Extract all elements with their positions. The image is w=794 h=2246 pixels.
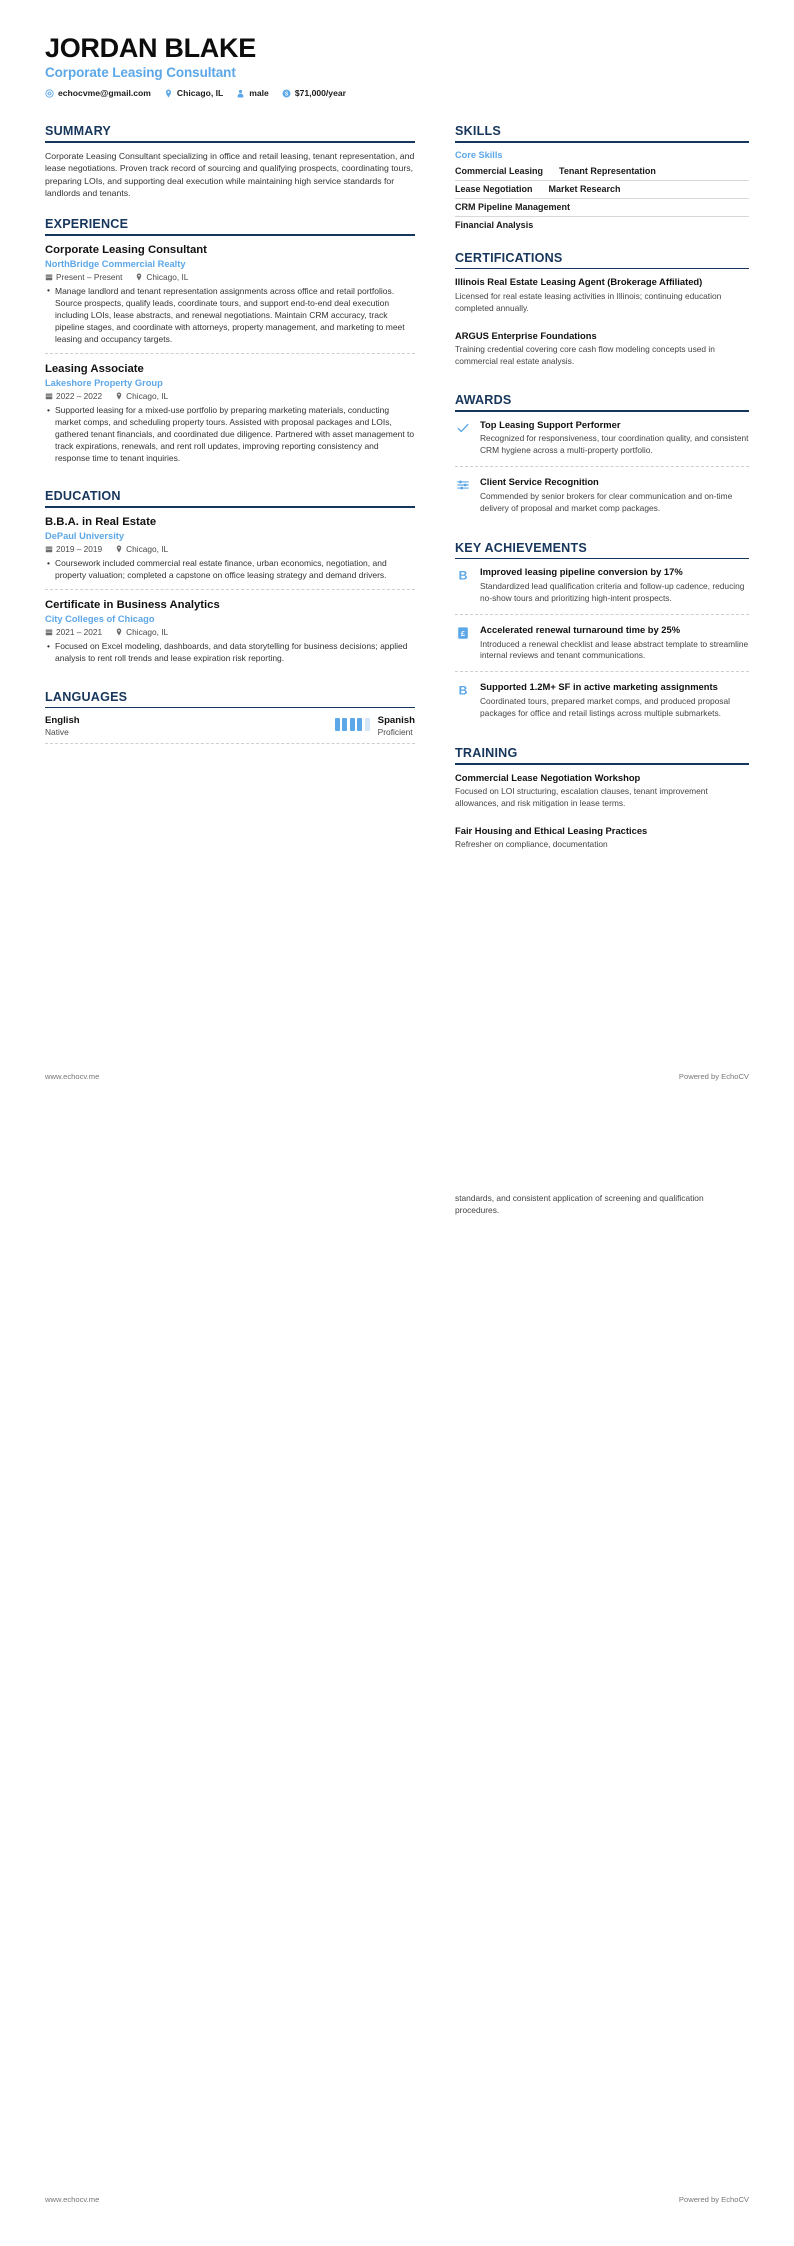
skill-chip: Commercial Leasing (455, 166, 544, 177)
award-title: Top Leasing Support Performer (480, 418, 621, 430)
training-continuation-text: standards, and consistent application of screening and qualification procedures. (455, 1193, 704, 1215)
education-location-text: Chicago, IL (126, 627, 169, 638)
location-pin-icon (164, 89, 173, 98)
education-bullets (45, 557, 415, 581)
experience-dates-text: Present – Present (56, 271, 123, 282)
summary-divider (45, 141, 415, 143)
award-title: Client Service Recognition (480, 476, 599, 488)
training-desc: Focused on LOI structuring, escalation clauses, tenant improvement allowances, and risk mitigation in lease terms. (455, 786, 708, 808)
experience-location (115, 391, 168, 401)
svg-text:S: S (284, 91, 289, 98)
contact-email-text: echocvme@gmail.com (58, 88, 151, 99)
achievement-item (455, 566, 749, 614)
achievement-body (480, 681, 749, 720)
contact-email[interactable] (45, 88, 151, 98)
location-pin-icon (115, 628, 123, 636)
contact-salary-text: $71,000/year (294, 88, 346, 99)
achievement-desc: Introduced a renewal checklist and lease abstract template to streamline internal reviews and tenant communications. (480, 638, 749, 661)
achievement-title: Improved leasing pipeline conversion by 17% (480, 566, 683, 578)
education-location (115, 544, 168, 554)
education-divider (45, 506, 415, 508)
education-dates (45, 627, 102, 637)
education-title: B.B.A. in Real Estate (45, 516, 157, 529)
experience-divider (45, 234, 415, 236)
salary-icon (282, 89, 291, 98)
proficiency-bar (357, 718, 362, 731)
experience-dates-text: 2022 – 2022 (56, 391, 103, 402)
location-pin-icon (115, 392, 123, 400)
footer-powered-by: Powered by EchoCV (678, 2195, 749, 2204)
calendar-icon (45, 628, 53, 636)
section-certifications (455, 251, 749, 376)
section-summary (45, 124, 415, 200)
bitcoin-icon (455, 682, 471, 698)
proficiency-bar (342, 718, 347, 731)
contact-gender (236, 88, 269, 98)
check-icon (455, 420, 471, 436)
education-bullets (45, 640, 415, 664)
experience-bullets (45, 285, 415, 345)
calendar-icon (45, 392, 53, 400)
svg-text:£: £ (460, 628, 466, 638)
experience-bullet: • Supported leasing for a mixed-use portfolio by preparing marketing materials, conducting market comps, and scheduling property tours. Assisted with proposal packages and LOIs, gathered tenant financials, and coordinated due diligence. Partnered with asset management to track expirations, renewals, and rent roll updates, improving reporting consistency and response time to tenant inquiries. (45, 404, 415, 464)
page-footer (45, 2195, 749, 2204)
achievement-title: Supported 1.2M+ SF in active marketing assignments (480, 681, 718, 693)
education-dates-text: 2021 – 2021 (56, 627, 103, 638)
skills-row (455, 199, 749, 217)
certification-desc: Training credential covering core cash flow modeling concepts used in commercial real estate analysis. (455, 344, 715, 367)
award-body (480, 476, 749, 515)
experience-org: Lakeshore Property Group (45, 378, 163, 389)
training-heading: TRAINING (455, 745, 518, 760)
skills-row (455, 181, 749, 199)
footer-powered-by: Powered by EchoCV (678, 1072, 749, 1081)
training-divider (455, 763, 749, 765)
resume-sheet-2 (0, 1123, 794, 2246)
skill-chip: Market Research (548, 184, 621, 195)
languages-heading: LANGUAGES (45, 689, 128, 704)
resume-header (45, 34, 749, 98)
achievement-body (480, 566, 749, 605)
experience-bullet: • Manage landlord and tenant representation assignments across office and retail portfolios. Source prospects, qualify leads, coordinate tours, and support end-to-end deal execution including LOIs, lease abstracts, and renewal negotiations. Maintain CRM accuracy, track pipeline stages, and coordinate with attorneys, property management, and marketing to meet leasing and occupancy targets. (45, 285, 415, 345)
key-achievements-divider (455, 558, 749, 560)
education-entry (45, 589, 415, 672)
sliders-icon (455, 477, 471, 493)
section-education (45, 489, 415, 672)
language-item (335, 715, 415, 737)
section-key-achievements (455, 541, 749, 729)
page-footer (45, 1072, 749, 1081)
skills-group-label: Core Skills (455, 149, 503, 160)
awards-divider (455, 410, 749, 412)
proficiency-bar (350, 718, 355, 731)
section-skills (455, 124, 749, 234)
experience-meta (45, 272, 415, 282)
achievement-desc: Standardized lead qualification criteria and follow-up cadence, reducing no-show tours and prioritizing high-intent prospects. (480, 580, 745, 603)
language-proficiency-bars (335, 715, 370, 731)
skill-chip: Financial Analysis (455, 220, 534, 231)
certification-item (455, 323, 749, 376)
contact-salary (282, 88, 346, 98)
achievement-item (455, 614, 749, 672)
language-name: English (45, 715, 80, 727)
education-dates-text: 2019 – 2019 (56, 544, 103, 555)
achievement-item (455, 671, 749, 729)
right-column (455, 124, 749, 876)
skills-row (455, 217, 749, 234)
education-location (115, 627, 168, 637)
education-org: DePaul University (45, 531, 125, 542)
award-desc: Commended by senior brokers for clear communication and on-time delivery of proposal and market comp packages. (480, 490, 733, 513)
certification-title: Illinois Real Estate Leasing Agent (Brokerage Affiliated) (455, 276, 703, 288)
bitcoin-icon (455, 567, 471, 583)
education-org: City Colleges of Chicago (45, 614, 155, 625)
contact-location (164, 88, 223, 98)
candidate-role: Corporate Leasing Consultant (45, 65, 236, 81)
footer-site[interactable]: www.echocv.me (45, 1072, 100, 1081)
education-dates (45, 544, 102, 554)
experience-location (135, 272, 188, 282)
svg-text:B: B (458, 683, 468, 698)
certification-item (455, 276, 749, 322)
skills-heading: SKILLS (455, 124, 501, 138)
experience-heading: EXPERIENCE (45, 217, 129, 232)
calendar-icon (45, 273, 53, 281)
proficiency-bar (335, 718, 340, 731)
language-item (45, 715, 80, 737)
experience-meta (45, 391, 415, 401)
section-experience (45, 217, 415, 472)
contact-gender-text: male (249, 88, 269, 99)
education-location-text: Chicago, IL (126, 544, 169, 555)
proficiency-bar (365, 718, 370, 731)
email-icon (45, 89, 54, 98)
location-pin-icon (115, 545, 123, 553)
experience-title: Leasing Associate (45, 363, 144, 376)
training-item (455, 772, 749, 818)
left-column (45, 124, 415, 761)
education-meta (45, 544, 415, 554)
experience-dates (45, 272, 122, 282)
certification-title: ARGUS Enterprise Foundations (455, 329, 597, 341)
calendar-icon (45, 545, 53, 553)
skill-chip: Tenant Representation (559, 166, 656, 177)
section-languages (45, 690, 415, 745)
achievement-desc: Coordinated tours, prepared market comps, and produced proposal packages for office and retail listings across multiple submarkets. (480, 696, 730, 719)
skill-chip: Lease Negotiation (455, 184, 533, 195)
languages-row (45, 715, 415, 744)
footer-site[interactable]: www.echocv.me (45, 2195, 100, 2204)
section-training (455, 746, 749, 859)
certifications-divider (455, 268, 749, 270)
experience-entry (45, 353, 415, 472)
contact-location-text: Chicago, IL (176, 88, 224, 99)
experience-org: NorthBridge Commercial Realty (45, 258, 186, 269)
svg-text:B: B (458, 568, 468, 583)
education-heading: EDUCATION (45, 489, 121, 504)
language-level: Proficient (377, 727, 413, 738)
experience-title: Corporate Leasing Consultant (45, 243, 207, 256)
section-awards (455, 393, 749, 524)
education-bullet: • Coursework included commercial real estate finance, urban economics, negotiation, and property valuation; completed a capstone on office leasing strategy and demand drivers. (45, 557, 415, 581)
experience-bullets (45, 404, 415, 464)
education-title: Certificate in Business Analytics (45, 599, 220, 612)
training-item (455, 818, 749, 859)
location-pin-icon (135, 273, 143, 281)
summary-heading: SUMMARY (45, 124, 111, 138)
pound-document-icon (455, 625, 471, 641)
candidate-name: JORDAN BLAKE (45, 33, 256, 63)
skills-row (455, 163, 749, 181)
award-item (455, 419, 749, 467)
experience-location-text: Chicago, IL (126, 391, 169, 402)
skill-chip: CRM Pipeline Management (455, 202, 571, 213)
experience-dates (45, 391, 102, 401)
key-achievements-heading: KEY ACHIEVEMENTS (455, 540, 587, 555)
training-desc: Refresher on compliance, documentation (455, 839, 608, 850)
languages-divider (45, 707, 415, 709)
achievement-body (480, 624, 749, 663)
certification-desc: Licensed for real estate leasing activities in Illinois; continuing education completed annually. (455, 290, 722, 313)
education-bullet: • Focused on Excel modeling, dashboards, and data storytelling for business decisions; applied analysis to rent roll trends and lease expiration risk reporting. (45, 640, 415, 664)
awards-heading: AWARDS (455, 392, 512, 407)
achievement-title: Accelerated renewal turnaround time by 25% (480, 623, 681, 635)
award-item (455, 466, 749, 524)
experience-location-text: Chicago, IL (146, 271, 189, 282)
experience-entry (45, 243, 415, 353)
skills-divider (455, 141, 749, 143)
training-title: Commercial Lease Negotiation Workshop (455, 771, 641, 783)
summary-text: Corporate Leasing Consultant specializing in office and retail leasing, tenant representation, and lease negotiations. Proven track record of sourcing and qualifying prospects, coordinating tours, preparing LOIs, and supporting deal execution while maintaining high service standards for landlords and tenants. (45, 150, 415, 199)
certifications-heading: CERTIFICATIONS (455, 250, 563, 265)
education-entry (45, 515, 415, 589)
award-desc: Recognized for responsiveness, tour coordination quality, and consistent CRM hygiene across a multi-property portfolio. (480, 433, 749, 456)
language-name: Spanish (377, 715, 415, 727)
contact-list (45, 88, 749, 98)
training-title: Fair Housing and Ethical Leasing Practices (455, 824, 648, 836)
award-body (480, 419, 749, 458)
education-meta (45, 627, 415, 637)
person-icon (236, 89, 245, 98)
language-level: Native (45, 727, 69, 738)
